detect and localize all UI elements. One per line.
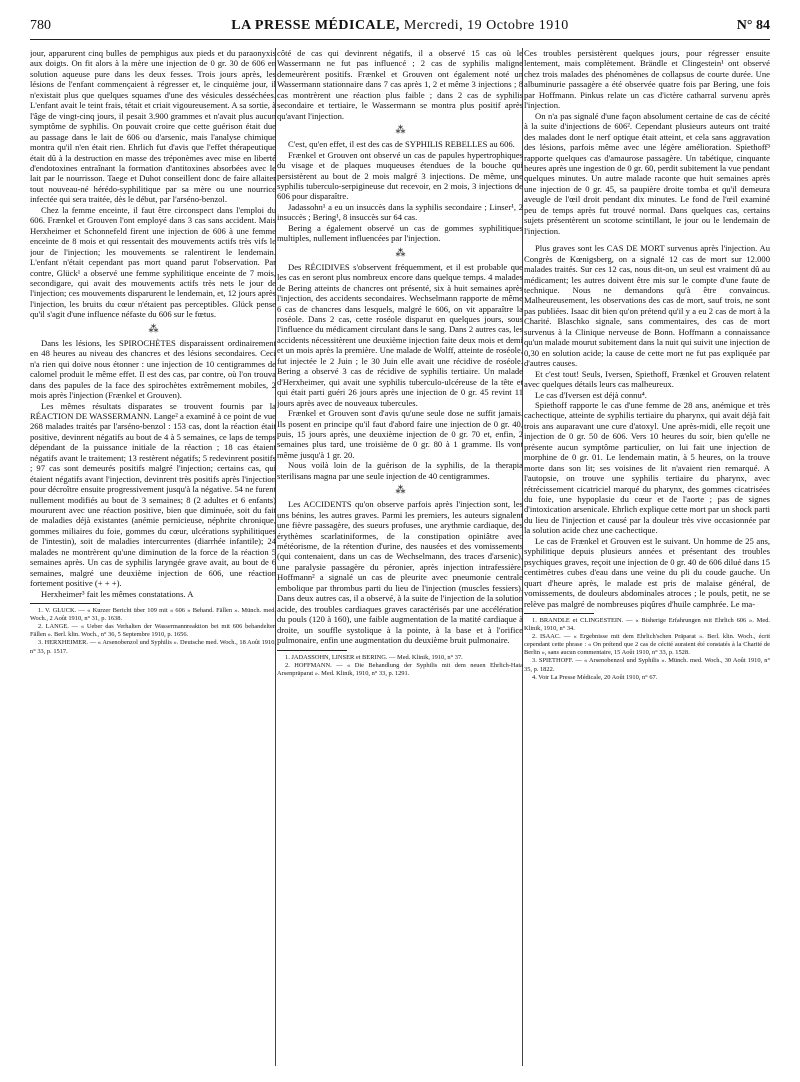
footnote: 2. LANGE. — « Ueber das Verhalten der Wassermannreaktion bei mit 606 behandelten Fällen ». Berl. klin. Woch., n° 36, 5 Septembre 1910, p. 1656. [30, 623, 276, 639]
paragraph: Les mêmes résultats disparates se trouvent fournis par la RÉACTION DE WASSERMANN. Lange² a examiné à ce point de vue 268 malades traités par l'arséno-benzol : 153 cas, dont la réaction était positive, devinrent négatifs au bout de 4 à 5 semaines, ce laps de temps dépendant de la puissance initiale de la réaction ; 18 cas étaient négatifs avant le traitement; 13 restèrent négatifs; 5 redevinrent positifs ; 97 cas sont demeurés positifs malgré l'injection; certains cas, qui étaient négatifs avant l'injection, devinrent très positifs après l'injection pour décroître ensuite progressivement jusqu'à la négative. 54 ne furent nullement modifiés au bout de 3 semaines; 8 (2 adultes et 6 enfants) moururent avec une réaction positive, bien que diminuée, soit du fait de maladies déjà existantes (anémie pernicieuse, néphrite chronique, gommes miliaires du foie, gommes du cœur, ulcérations syphilitiques de l'intestin), soit de maladies intercurrentes (diarrhée infantile); 24 malades ne montrèrent qu'une diminution de la force de la réaction 5 semaines après. Un cas de syphilis laryngée grave avait, au bout de 6 semaines, malgré une deuxième injection de 606, une réaction fortement positive (+ + +). [30, 400, 276, 589]
paragraph: Et c'est tout! Seuls, Iversen, Spiethoff, Frænkel et Grouven relatent avec quelques détails leurs cas malheureux. [524, 368, 770, 390]
section-separator: ⁂ [148, 323, 158, 335]
page-number: 780 [30, 18, 51, 33]
paragraph: côté de cas qui devinrent négatifs, il a observé 15 cas où le Wassermann ne fut pas influencé ; 2 cas de syphilis maligne demeurèrent positifs. Frænkel et Grouven ont également noté un Wassermann stationnaire dans 7 cas après 1, 2 et même 3 injections ; 8 cas montrèrent une réaction plus faible ; dans 2 cas de syphilis secondaire et tertiaire, le Wassermann se montra plus positif après qu'avant l'injection. [277, 48, 523, 121]
column-3 [524, 48, 770, 1068]
column-1 [30, 48, 276, 1068]
paragraph: Plus graves sont les CAS DE MORT survenus après l'injection. Au Congrès de Kœnigsberg, on a signalé 12 cas de mort sur 12.000 malades traités. Sur ces 12 cas, nous dit-on, un seul est vraiment dû au médicament; les autres doivent être mis sur le compte d'une faute de technique. Nous ne demandons qu'à être convaincus. Malheureusement, les observations des cas de mort, sauf trois, ne sont pas publiées. Isaac dit bien qu'on prétend qu'il y a eu 2 cas de mort à la Charité. Blaschko signale, sans commentaires, des cas de mort survenus à la Clinique nerveuse de Bonn. Hoffmann a connaissance qu'un malade mourut subitement dans la nuit qui suivit une injection de 0,30 en solution acide; la cause de cette mort ne fut pas expliquée par d'autres causes. [524, 243, 770, 369]
paragraph: Chez la femme enceinte, il faut être circonspect dans l'emploi du 606. Frænkel et Grouven l'ont employé dans 3 cas sans accident. Mais Herxheimer et Schonnefeld firent une injection de 606 à une femme enceinte de 8 mois et qui ressentait des mouvements actifs très vifs le jour de l'injection; les mouvements se ralentirent le lendemain. L'enfant n'était cependant pas mort quand parut l'observation. Par contre, Glück¹ a observé une femme syphilitique enceinte de 7 mois, secondigare, qui avait des mouvements actifs très nets le jour de l'injection; ces mouvements disparurent le lendemain, et, 12 jours après l'injection, les bruits du cœur n'étaient pas perceptibles. Glück pense qu'il s'agit d'une influence néfaste du 606 sur le fœtus. [30, 204, 276, 320]
paragraph: Spiethoff rapporte le cas d'une femme de 28 ans, anémique et très cachectique, atteinte de syphilis tertiaire du pharynx, qui avait déjà fait trois ans auparavant une cure d'atoxyl. Une après-midi, elle reçoit une injection de 0 gr. 50 de 606. Vers 10 heures du soir, bien qu'elle ne présente aucun symptôme particulier, on lui fait une injection de morphine de 0 gr. 01. Le lendemain matin, à 5 heures, on la trouve morte dans son lit; ses voisines de lit n'avaient rien remarqué. A l'autopsie, on trouve une syphilis tertiaire du pharynx, avec rétrécissement cicatriciel marqué du pharynx, des gommes cicatrisées du foie, une hypoplasie du cœur et de l'aorte ; pas de signes d'intoxication arsenicale. Ehrlich explique cette mort par un shock parti du lieu de l'injection et causé par la douleur très vive occasionnée par la solution acide chez une cachectique. [524, 399, 770, 536]
section-separator: ⁂ [395, 247, 405, 259]
paragraph: Ces troubles persistèrent quelques jours, pour régresser ensuite lentement, mais complètement. Brändle et Clingestein¹ ont observé chez trois malades des phénomènes de collapsus de courte durée. Une albuminurie passagère a été observée quatre fois par Bering, une fois par Hoffmann. Pinkus relate un cas d'ictère catharral survenu après l'injection. [524, 48, 770, 111]
paragraph: C'est, qu'en effet, il est des cas de SYPHILIS REBELLES au 606. [288, 139, 515, 150]
footnote: 1. JADASSOHN, LINSER et BERING. — Med. Klinik, 1910, n° 37. [285, 653, 463, 661]
footnote: 3. SPIETHOFF. — « Arsenobenzol und Syphilis ». Münch. med. Woch., 30 Août 1910, n° 35, p. 1822. [524, 657, 770, 673]
footnote-rule [30, 603, 100, 604]
paragraph: jour, apparurent cinq bulles de pemphigus aux pieds et du paraonyxis aux doigts. On fit alors à la mère une injection de 0 gr. 30 de 606 en solution aqueuse pure dans les deux fesses. Trois jours après, les lésions de l'enfant commençaient à régresser et, le cinquième jour, il n'existait plus que quelques squames d'une des vésicules desséchées. L'enfant avait le teint frais, tétait et criait vigoureusement. A sa sortie, à l'âge de vingt-cinq jours, il pesait 3.900 grammes et n'avait plus aucun symptôme de syphilis. On pouvait croire que cette guérison était due au passage dans le lait de 606 ou d'arsenic, mais l'analyse chimique montra qu'il n'en était rien. Ehrlich fut d'avis que l'effet thérapeutique était dû à la destruction en masse des tréponèmes avec mise en liberté d'endotoxines entraînant la formation d'antitoxines absorbées avec le lait par le nourrisson. Taege et Duhot conseillent donc de faire allaiter tout nouveau-né hérédo-syphilitique par sa mère ou une nourrice infectée qui sera traitée, dès le début, par l'arséno-benzol. [30, 48, 276, 205]
column-2 [277, 48, 523, 1068]
paragraph: Nous voilà loin de la guérison de la syphilis, de la therapia sterilisans magna par une seule injection de 40 centigrammes. [277, 460, 523, 481]
footnote: 2. ISAAC. — « Ergebnisse mit dem Ehrlich'schen Präparat ». Berl. klin. Woch., écrit cependant cette phrase : « On prétend que 2 cas de cécité auraient été constatés à la Charité de Berlin », sans aucun commentaire, 15 Août 1910, n° 33, p. 1528. [524, 633, 770, 657]
issue-date: Mercredi, 19 Octobre 1910 [403, 18, 569, 33]
issue-number: N° 84 [736, 18, 770, 33]
paragraph: Les ACCIDENTS qu'on observe parfois après l'injection sont, les uns bénins, les autres graves. Parmi les premiers, les auteurs signalent une fièvre passagère, des sueurs profuses, une arythmie cardiaque, des érythèmes scarlatiniformes, de la constipation opiniâtre avec météorisme, de la rétention d'urine, des nausées et des vomissements (qui contenaient, dans un cas de Wechselmann, des traces d'arsenic), une paralysie passagère du péronier, après injection intrafessière. Hoffmann² a signalé un cas de pleurite avec pneumonie centrale embolique par thrombus parti du lieu de l'injection (muscles fessiers). Dans deux autres cas, il a observé, à la suite de l'injection de la solution acide, des troubles cardiaques graves caractérisés par une accélération du pouls (120 à 160), une faible augmentation de la matité cardiaque à droite, un souffle systolique à la pointe, à la base et à l'orifice pulmonaire, enfin une augmentation du deuxième bruit pulmonaire. [277, 499, 523, 646]
paragraph: Dans les lésions, les SPIROCHÈTES disparaissent ordinairement en 48 heures au niveau des chancres et des lésions secondaires. Ceci n'a rien qui doive nous étonner : une injection de 10 centigrammes de calomel produit le même effet. Il est des cas, par contre, où l'on trouva dans des papules de la face des spirochètes extrêmement mobiles, 2 mois après l'injection (Frænkel et Grouven). [30, 337, 276, 401]
paragraph: Le cas de Frænkel et Grouven est le suivant. Un homme de 25 ans, syphilitique depuis plusieurs années et présentant des troubles psychiques graves, reçoit une injection de 0 gr. 40 de 606 dilué dans 15 centimètres cubes d'eau dans une veine du pli du coude gauche. Un quart d'heure après, le malade est pris de malaise général, de vomissements, de douleurs abdominales atroces ; le pouls, petit, ne se relève pas malgré de nombreuses piqûres d'huile camphrée. Le ma- [524, 535, 770, 609]
paragraph: Des RÉCIDIVES s'observent fréquemment, et il est probable que les cas en seront plus nombreux encore dans quelque temps. 4 malades de Bering atteints de chancres ont présenté, six à huit semaines après l'injection, des accidents secondaires. Wechselmann rapporte de même 6 cas de chancres dans lesquels, malgré le 606, on vit apparaître la roséole. Dans 2 cas, cette roséole disparut en quelques jours, sous l'influence du médicament circulant dans le sang. Dans 2 autres cas, les accidents nécessitèrent une deuxième injection faite deux mois et demi et un mois après la première. Une malade de Wolff, atteinte de roséole, fut injectée le 2 Juin ; le 30 Juin elle avait une récidive de roséole. Bering a observé 3 cas de récidive de syphilis tertiaire. Un malade d'Herxheimer, qui avait une syphilis tuberculo-ulcéreuse de la tête et qui était parti guéri 26 jours après une injection de 0 gr. 45 revint 11 jours après avec de nouveaux tubercules. [277, 261, 523, 408]
paragraph: Jadassohn¹ a eu un insuccès dans la syphilis secondaire ; Linser¹, 2 insuccès ; Bering¹, 8 insuccès sur 64 cas. [277, 201, 523, 223]
header-title [30, 16, 770, 36]
footnote: 2. HOFFMANN. — « Die Behandlung der Syphilis mit dem neuen Ehrlich-Hata Arsenpräparat ». Med. Klinik, 1910, n° 33, p. 1291. [277, 661, 523, 677]
section-separator: ⁂ [395, 125, 405, 137]
footnote-rule [524, 613, 594, 614]
footnote: 4. Voir La Presse Médicale, 20 Août 1910, n° 67. [532, 673, 658, 681]
paragraph: Frænkel et Grouven sont d'avis qu'une seule dose ne suffit jamais. Ils posent en principe qu'il faut d'abord faire une injection de 0 gr. 40, puis, 15 jours après, une deuxième injection de 0 gr. 70 et, enfin, 2 semaines plus tard, une troisième de 0 gr. 80 à 1 gramme. Ils vont même jusqu'à 1 gr. 20. [277, 408, 523, 460]
footnote: 1. V. GLUCK. — « Kurzer Bericht über 109 mit « 606 » Behand. Fällen ». Münch. med. Woch., 2 Août 1910, n° 31, p. 1638. [30, 607, 276, 623]
footnote: 3. HERXHEIMER. — « Arsenobenzol und Syphilis ». Deutsche med. Woch., 18 Août 1910, n° 33, p. 1517. [30, 639, 276, 655]
footnote-rule [277, 650, 347, 651]
paragraph: On n'a pas signalé d'une façon absolument certaine de cas de cécité à la suite d'injections de 606². Cependant plusieurs auteurs ont traité des malades dont le nerf optique était atteint, et cela sans aggravation des lésions, parfois même avec une légère amélioration. Spiethoff³ rapporte quelques cas d'amaurose passagère. Un tabétique, cinquante heures après une ingestion de 0 gr. 60, perdit subitement la vue pendant quelques minutes. Un autre malade raconte que huit semaines après une injection de 0 gr. 45, sa paupière droite tomba et qu'il demeura aveugle de l'œil droit pendant dix minutes. Le fond de l'œil examiné peu de temps après fut trouvé normal. Dans quelques cas, certains sujets présentèrent un scotome scintillant, le jour ou le lendemain de l'injection. [524, 110, 770, 236]
section-separator: ⁂ [395, 485, 405, 497]
paragraph: Frænkel et Grouven ont observé un cas de papules hypertrophiques du visage et de plaques muqueuses étendues de la bouche qui persistèrent au bout de 2 mois malgré 3 injections. De même, une syphilis tuberculo-serpigineuse dut recevoir, en 2 mois, 3 injections de 606 pour disparaître. [277, 149, 523, 202]
header-rule [30, 39, 770, 40]
paragraph: Herxheimer³ fait les mêmes constatations. A [41, 588, 194, 599]
running-header [30, 16, 770, 36]
journal-name: LA PRESSE MÉDICALE, [231, 18, 400, 33]
paragraph: Bering a également observé un cas de gommes syphilitiques multiples, nullement influencées par l'injection. [277, 222, 523, 244]
footnote: 1. BRANDLE et CLINGESTEIN. — « Bisherige Erfahrungen mit Ehrlich 606 ». Med. Klinik, 1910, n° 34. [524, 617, 770, 633]
paragraph: Le cas d'Iversen est déjà connu⁴. [535, 389, 647, 400]
